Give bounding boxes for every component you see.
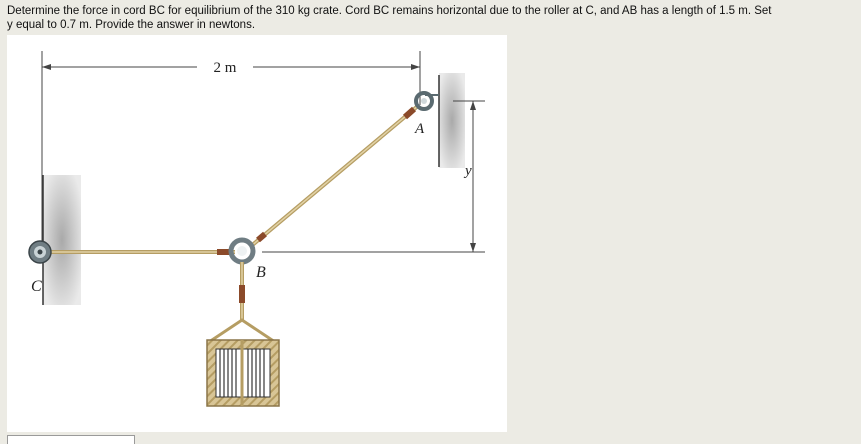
label-b: B [256, 264, 266, 281]
roller-c [29, 241, 51, 263]
statics-figure [7, 35, 507, 432]
question-line-2: y equal to 0.7 m. Provide the answer in newtons. [7, 19, 256, 31]
label-y: y [465, 163, 472, 179]
crate [207, 340, 279, 406]
cord-bd [239, 262, 245, 320]
crate-sling [209, 320, 275, 342]
figure-svg [7, 35, 507, 432]
label-c: C [31, 278, 42, 295]
right-wall [439, 73, 465, 168]
label-2m: 2 m [213, 60, 237, 76]
hook-a [416, 93, 439, 109]
question-line-1: Determine the force in cord BC for equilibrium of the 310 kg crate. Cord BC remains horizontal due to the roller at C, and AB has a length of 1.5 m. Set [7, 5, 772, 17]
cord-ab [250, 105, 419, 247]
left-wall [43, 175, 81, 305]
label-a: A [415, 121, 425, 137]
question-text [7, 4, 852, 32]
